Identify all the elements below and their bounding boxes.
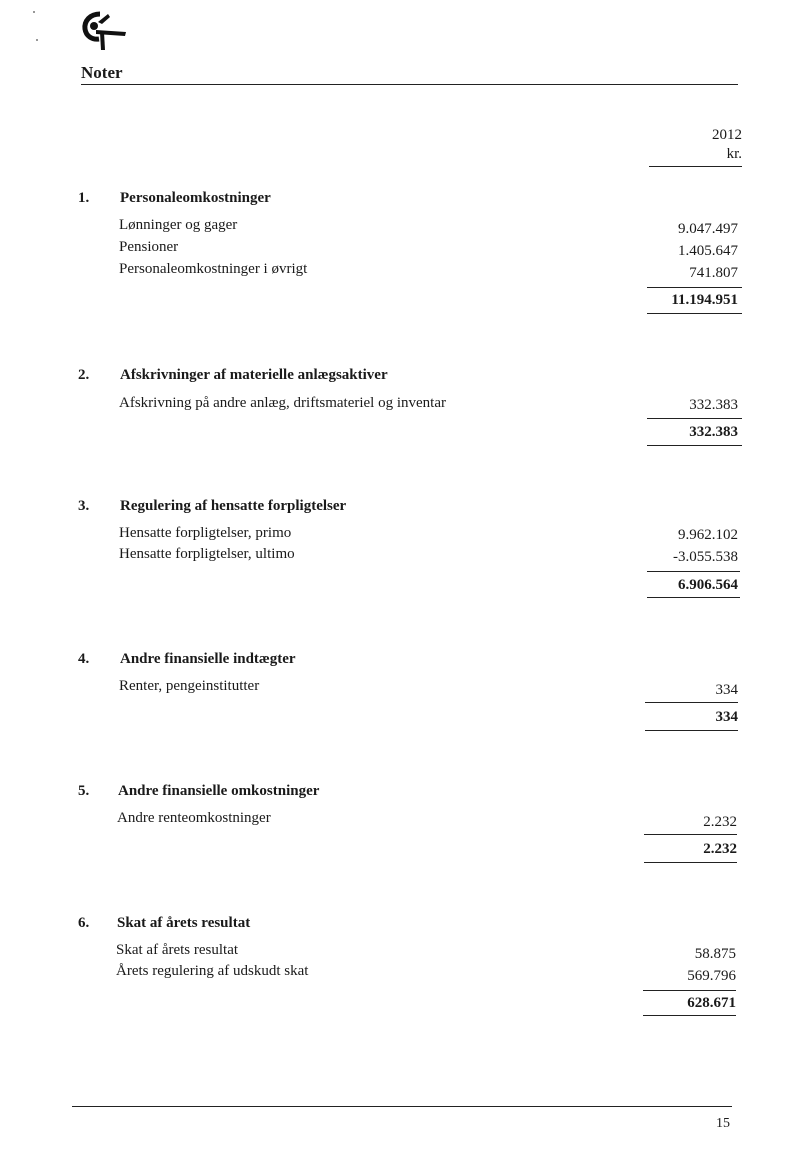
line-value: 1.405.647 bbox=[678, 243, 738, 259]
line-value: 9.962.102 bbox=[678, 527, 738, 543]
line-value: 334 bbox=[715, 682, 738, 698]
note-total: 11.194.951 bbox=[671, 292, 738, 308]
note-heading: Regulering af hensatte forpligtelser bbox=[120, 498, 347, 514]
note-number: 3. bbox=[78, 498, 90, 514]
company-logo bbox=[80, 8, 130, 52]
note-number: 4. bbox=[78, 651, 90, 667]
page-number: 15 bbox=[716, 1116, 730, 1131]
subtotal-rule bbox=[644, 834, 737, 835]
note-heading: Skat af årets resultat bbox=[117, 915, 251, 931]
note-number: 2. bbox=[78, 367, 90, 383]
scan-speck bbox=[33, 11, 35, 13]
footer-rule bbox=[72, 1106, 732, 1107]
line-value: 2.232 bbox=[703, 814, 737, 830]
line-label: Renter, pengeinstitutter bbox=[119, 678, 260, 694]
total-rule bbox=[645, 730, 738, 731]
line-value: 9.047.497 bbox=[678, 221, 738, 237]
scan-speck bbox=[36, 39, 38, 41]
total-rule bbox=[647, 597, 740, 598]
column-year: 2012 bbox=[712, 127, 742, 143]
note-number: 1. bbox=[78, 190, 90, 206]
note-heading: Personaleomkostninger bbox=[120, 190, 271, 206]
note-total: 2.232 bbox=[703, 841, 737, 857]
line-label: Personaleomkostninger i øvrigt bbox=[119, 261, 308, 277]
line-value: 569.796 bbox=[687, 968, 736, 984]
line-value: -3.055.538 bbox=[673, 549, 738, 565]
note-number: 6. bbox=[78, 915, 90, 931]
line-value: 58.875 bbox=[694, 946, 736, 962]
note-heading: Andre finansielle indtægter bbox=[120, 651, 296, 667]
note-number: 5. bbox=[78, 783, 90, 799]
subtotal-rule bbox=[643, 990, 736, 991]
note-total: 332.383 bbox=[689, 424, 738, 440]
column-header-rule bbox=[649, 166, 742, 167]
line-label: Hensatte forpligtelser, primo bbox=[119, 525, 292, 541]
note-total: 628.671 bbox=[687, 995, 736, 1011]
line-label: Pensioner bbox=[119, 239, 179, 255]
column-unit: kr. bbox=[726, 146, 742, 162]
line-value: 332.383 bbox=[689, 397, 738, 413]
subtotal-rule bbox=[647, 571, 740, 572]
line-label: Skat af årets resultat bbox=[116, 942, 239, 958]
note-heading: Afskrivninger af materielle anlægsaktiver bbox=[120, 367, 388, 383]
page-title: Noter bbox=[81, 63, 123, 82]
line-label: Lønninger og gager bbox=[119, 217, 238, 233]
note-total: 6.906.564 bbox=[678, 577, 738, 593]
subtotal-rule bbox=[647, 287, 742, 288]
total-rule bbox=[647, 445, 742, 446]
total-rule bbox=[647, 313, 742, 314]
title-rule bbox=[81, 84, 738, 85]
line-label: Andre renteomkostninger bbox=[117, 810, 271, 826]
line-label: Hensatte forpligtelser, ultimo bbox=[119, 546, 295, 562]
total-rule bbox=[643, 1015, 736, 1016]
line-value: 741.807 bbox=[689, 265, 738, 281]
line-label: Afskrivning på andre anlæg, driftsmateriel og inventar bbox=[119, 395, 446, 411]
note-total: 334 bbox=[715, 709, 738, 725]
line-label: Årets regulering af udskudt skat bbox=[116, 963, 309, 979]
note-heading: Andre finansielle omkostninger bbox=[118, 783, 320, 799]
total-rule bbox=[644, 862, 737, 863]
subtotal-rule bbox=[645, 702, 738, 703]
subtotal-rule bbox=[647, 418, 742, 419]
